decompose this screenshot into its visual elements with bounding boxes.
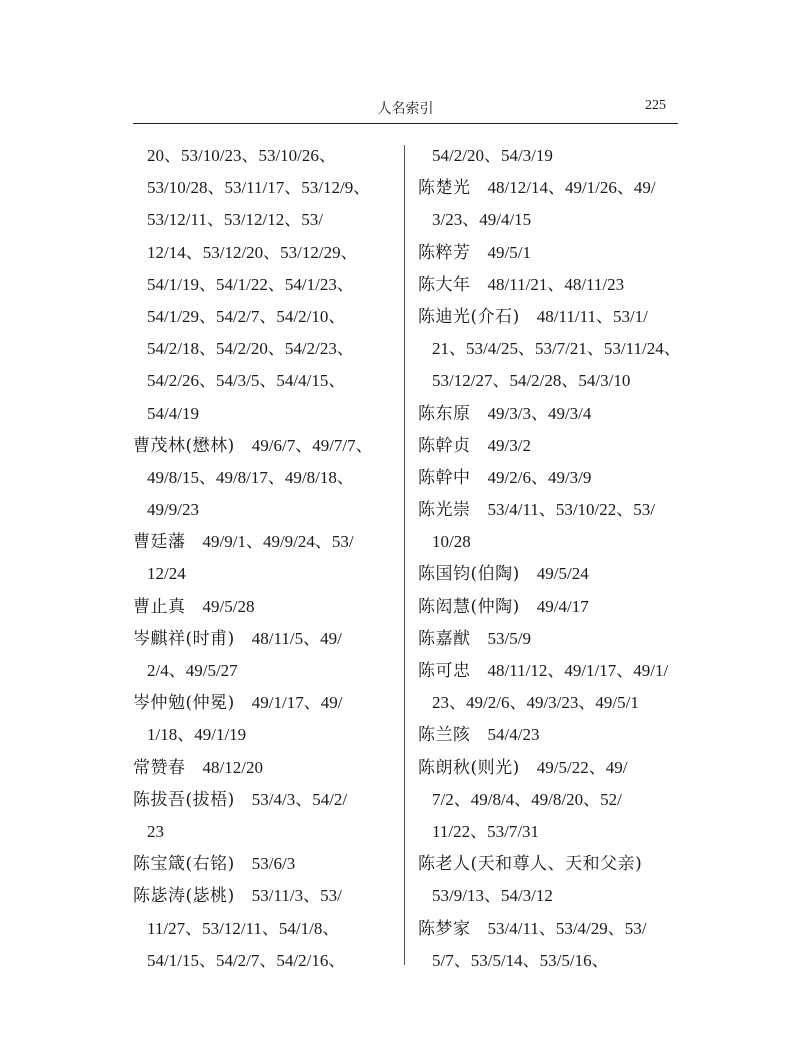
index-continuation-line [133, 333, 395, 365]
date-references: 53/12/11、53/12/12、53/ [147, 210, 323, 230]
index-entry [418, 623, 683, 655]
date-references: 5/7、53/5/14、53/5/16、 [432, 950, 609, 970]
date-references: 54/1/15、54/2/7、54/2/16、 [147, 950, 346, 970]
date-references: 23、49/2/6、49/3/23、49/5/1 [432, 693, 639, 713]
index-continuation-line [133, 237, 395, 269]
column-divider [404, 145, 405, 965]
date-references: 49/3/3、49/3/4 [487, 403, 592, 423]
index-entry [418, 398, 683, 430]
date-references: 49/1/17、49/ [251, 693, 343, 713]
index-continuation-line [133, 655, 395, 687]
index-continuation-line [418, 880, 683, 912]
date-references: 53/11/3、53/ [251, 886, 342, 906]
date-references: 49/2/6、49/3/9 [487, 467, 592, 487]
index-continuation-line [133, 719, 395, 751]
date-references: 49/9/1、49/9/24、53/ [202, 532, 354, 552]
person-name: 岑仲勉(仲冕) [133, 693, 235, 714]
index-entry [418, 848, 683, 880]
date-references: 54/2/26、54/3/5、54/4/15、 [147, 371, 346, 391]
index-continuation-line [133, 945, 395, 977]
person-name: 陈国钧(伯陶) [418, 564, 520, 585]
date-references: 12/24 [147, 564, 186, 584]
person-name: 陈梦家 [418, 918, 471, 939]
person-name: 陈大年 [418, 274, 471, 295]
index-entry [418, 430, 683, 462]
date-references: 11/27、53/12/11、54/1/8、 [147, 918, 340, 938]
date-references: 54/1/29、54/2/7、54/2/10、 [147, 306, 346, 326]
date-references: 2/4、49/5/27 [147, 661, 238, 680]
person-name: 陈可忠 [418, 661, 471, 681]
date-references: 20、53/10/23、53/10/26、 [147, 146, 336, 165]
date-references: 54/2/20、54/3/19 [432, 146, 553, 165]
index-entry [418, 719, 683, 751]
date-references: 54/4/19 [147, 403, 199, 423]
person-name: 曹茂林(懋林) [133, 435, 235, 456]
date-references: 49/5/1 [487, 242, 531, 262]
date-references: 10/28 [432, 532, 471, 552]
date-references: 53/12/27、54/2/28、54/3/10 [432, 371, 631, 391]
date-references: 49/3/2 [487, 435, 531, 455]
index-continuation-line [133, 558, 395, 590]
index-continuation-line [418, 784, 683, 816]
date-references: 48/11/12、49/1/17、49/1/ [487, 661, 669, 680]
index-entry [418, 591, 683, 623]
index-continuation-line [133, 269, 395, 301]
person-name: 陈楚光 [418, 178, 471, 199]
date-references: 48/11/11、53/1/ [536, 306, 648, 326]
person-name: 陈拔吾(拔梧) [133, 789, 235, 810]
index-continuation-line [133, 816, 395, 848]
index-continuation-line [418, 816, 683, 848]
index-entry [418, 462, 683, 494]
person-name: 曹止真 [133, 596, 186, 617]
date-references: 54/4/23 [487, 725, 540, 745]
index-continuation-line [418, 365, 683, 397]
index-continuation-line [418, 945, 683, 977]
index-entry [418, 237, 683, 269]
index-entry [133, 623, 395, 655]
date-references: 53/9/13、54/3/12 [432, 886, 553, 906]
date-references: 54/2/18、54/2/20、54/2/23、 [147, 339, 354, 359]
person-name: 曹廷藩 [133, 532, 186, 553]
date-references: 49/9/23 [147, 500, 199, 520]
date-references: 53/4/11、53/10/22、53/ [487, 500, 655, 520]
index-entry [418, 494, 683, 526]
person-name: 岑麒祥(时甫) [133, 628, 235, 649]
index-continuation-line [418, 687, 683, 719]
date-references: 54/1/19、54/1/22、54/1/23、 [147, 274, 354, 294]
index-entry [418, 655, 683, 687]
date-references: 53/10/28、53/11/17、53/12/9、 [147, 178, 371, 198]
index-continuation-line [133, 301, 395, 333]
date-references: 1/18、49/1/19 [147, 725, 247, 745]
date-references: 48/12/14、49/1/26、49/ [487, 178, 656, 198]
index-continuation-line [418, 333, 683, 365]
person-name: 陈宝箴(右铭) [133, 854, 235, 875]
index-entry [418, 172, 683, 204]
date-references: 53/4/3、54/2/ [251, 789, 348, 809]
running-header [133, 96, 678, 122]
person-name: 陈朗秋(则光) [418, 757, 520, 778]
index-entry [133, 880, 395, 912]
header-title: 人名索引 [377, 101, 434, 117]
person-name: 陈毖涛(毖桃) [133, 886, 235, 907]
index-entry [133, 526, 395, 558]
index-continuation-line [133, 462, 395, 494]
date-references: 49/4/17 [536, 596, 589, 616]
index-entry [418, 752, 683, 784]
index-continuation-line [133, 494, 395, 526]
index-entry [133, 430, 395, 462]
index-entry [133, 752, 395, 784]
date-references: 48/11/21、48/11/23 [487, 274, 625, 294]
date-references: 53/6/3 [251, 854, 296, 874]
person-name: 陈粹芳 [418, 242, 471, 263]
index-continuation-line [418, 140, 683, 172]
page-number: 225 [645, 98, 666, 113]
index-column-left [133, 140, 395, 977]
date-references: 48/12/20 [202, 757, 263, 777]
header-rule [133, 123, 678, 124]
date-references: 49/8/15、49/8/17、49/8/18、 [147, 467, 354, 487]
date-references: 3/23、49/4/15 [432, 210, 532, 230]
person-name: 陈东原 [418, 403, 471, 424]
person-name: 陈老人(天和尊人、天和父亲) [418, 854, 643, 875]
index-entry [418, 301, 683, 333]
index-column-right [418, 140, 683, 977]
person-name: 陈嘉猷 [418, 628, 471, 649]
index-continuation-line [133, 204, 395, 236]
date-references: 53/4/11、53/4/29、53/ [487, 918, 647, 938]
index-continuation-line [418, 204, 683, 236]
date-references: 49/6/7、49/7/7、 [251, 435, 373, 455]
person-name: 陈闳慧(仲陶) [418, 596, 520, 617]
index-continuation-line [133, 140, 395, 172]
index-continuation-line [133, 913, 395, 945]
date-references: 7/2、49/8/4、49/8/20、52/ [432, 789, 622, 809]
index-continuation-line [418, 526, 683, 558]
person-name: 陈幹中 [418, 467, 471, 488]
index-entry [133, 591, 395, 623]
index-entry [133, 687, 395, 719]
date-references: 12/14、53/12/20、53/12/29、 [147, 242, 358, 262]
person-name: 常赞春 [133, 757, 186, 778]
index-entry [418, 913, 683, 945]
date-references: 53/5/9 [487, 628, 531, 648]
index-continuation-line [133, 398, 395, 430]
date-references: 21、53/4/25、53/7/21、53/11/24、 [432, 339, 681, 359]
person-name: 陈兰陔 [418, 725, 471, 746]
index-entry [418, 558, 683, 590]
index-entry [133, 784, 395, 816]
person-name: 陈迪光(介石) [418, 306, 520, 327]
date-references: 11/22、53/7/31 [432, 821, 540, 841]
date-references: 49/5/22、49/ [536, 757, 628, 777]
date-references: 49/5/24 [536, 564, 589, 584]
date-references: 23 [147, 821, 164, 841]
date-references: 49/5/28 [202, 596, 255, 616]
date-references: 48/11/5、49/ [251, 628, 342, 648]
index-entry [133, 848, 395, 880]
index-entry [418, 269, 683, 301]
person-name: 陈幹贞 [418, 435, 471, 456]
index-continuation-line [133, 365, 395, 397]
index-continuation-line [133, 172, 395, 204]
person-name: 陈光崇 [418, 500, 471, 521]
